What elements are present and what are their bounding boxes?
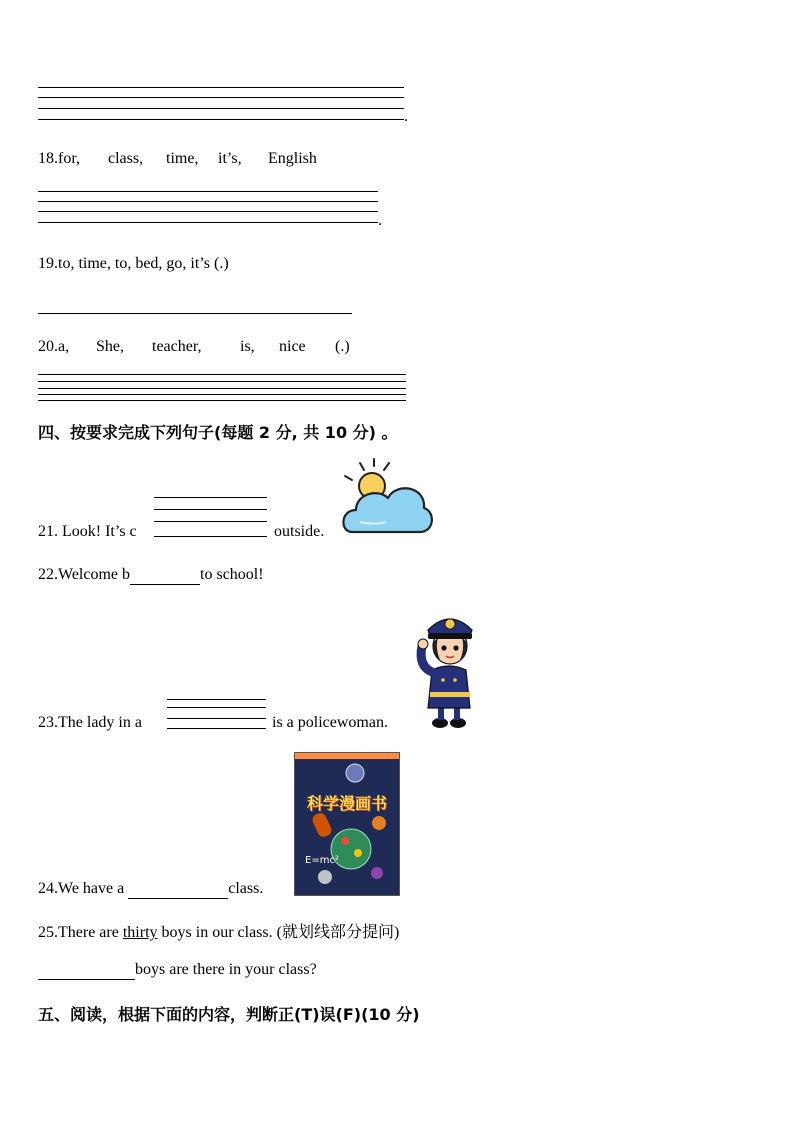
- q19-answer-line: [38, 313, 352, 314]
- book-illustration: [295, 753, 399, 895]
- q18-word: it’s,: [218, 150, 242, 167]
- q25-sentence: [38, 919, 399, 942]
- q23-prefix: 23.The lady in a: [38, 714, 142, 731]
- q20-word: nice: [279, 338, 306, 355]
- q22-suffix: to school!: [200, 566, 264, 583]
- q20-prompt: [38, 338, 350, 356]
- science-comic-book-cover: [294, 752, 400, 896]
- cloud-sun-icon: [338, 458, 434, 538]
- q18-prompt: [38, 150, 317, 168]
- q20-word: She,: [96, 338, 124, 355]
- q18-word: for,: [58, 150, 81, 167]
- q21-prefix: 21. Look! It’s c: [38, 523, 137, 540]
- q24-sentence: [38, 880, 263, 899]
- book-formula: E=mc²: [305, 855, 339, 866]
- q18-word: English: [268, 150, 317, 167]
- q20-number: 20.: [38, 338, 58, 355]
- q23-suffix: is a policewoman.: [272, 714, 388, 731]
- q20-word: teacher,: [152, 338, 202, 355]
- q18-word: time,: [166, 150, 199, 167]
- q24-prefix: 24.We have a: [38, 880, 125, 897]
- q22-blank: [130, 566, 200, 585]
- q19-prompt: 19.to, time, to, bed, go, it’s (.): [38, 255, 229, 272]
- q21-suffix: outside.: [274, 523, 325, 540]
- policewoman-icon: [410, 600, 490, 730]
- q20-word: is,: [240, 338, 255, 355]
- q18-word: class,: [108, 150, 144, 167]
- q25-suffix: boys in our class. (就划线部分提问): [157, 924, 400, 941]
- q25-underlined-word: thirty: [122, 924, 158, 941]
- q24-blank: [128, 880, 228, 899]
- q24-suffix: class.: [228, 880, 264, 897]
- q20-word: (.): [335, 338, 350, 355]
- q25-prefix: 25.There are: [38, 924, 123, 941]
- q20-word: a,: [58, 338, 70, 355]
- section-4-heading: 四、按要求完成下列句子(每题 2 分, 共 10 分) 。: [38, 423, 398, 442]
- q17-end-period: .: [404, 108, 408, 125]
- q18-end-period: .: [378, 212, 382, 229]
- q22-prefix: 22.Welcome b: [38, 566, 131, 583]
- q25-blank: [38, 961, 135, 980]
- q22-sentence: [38, 566, 264, 585]
- q18-number: 18.: [38, 150, 58, 167]
- book-title: 科学漫画书: [306, 794, 387, 813]
- q25-answer-suffix: boys are there in your class?: [135, 961, 317, 978]
- q25-answer-line: [38, 961, 317, 980]
- section-5-heading: 五、阅读，根据下面的内容，判断正(T)误(F)(10 分): [38, 1005, 420, 1024]
